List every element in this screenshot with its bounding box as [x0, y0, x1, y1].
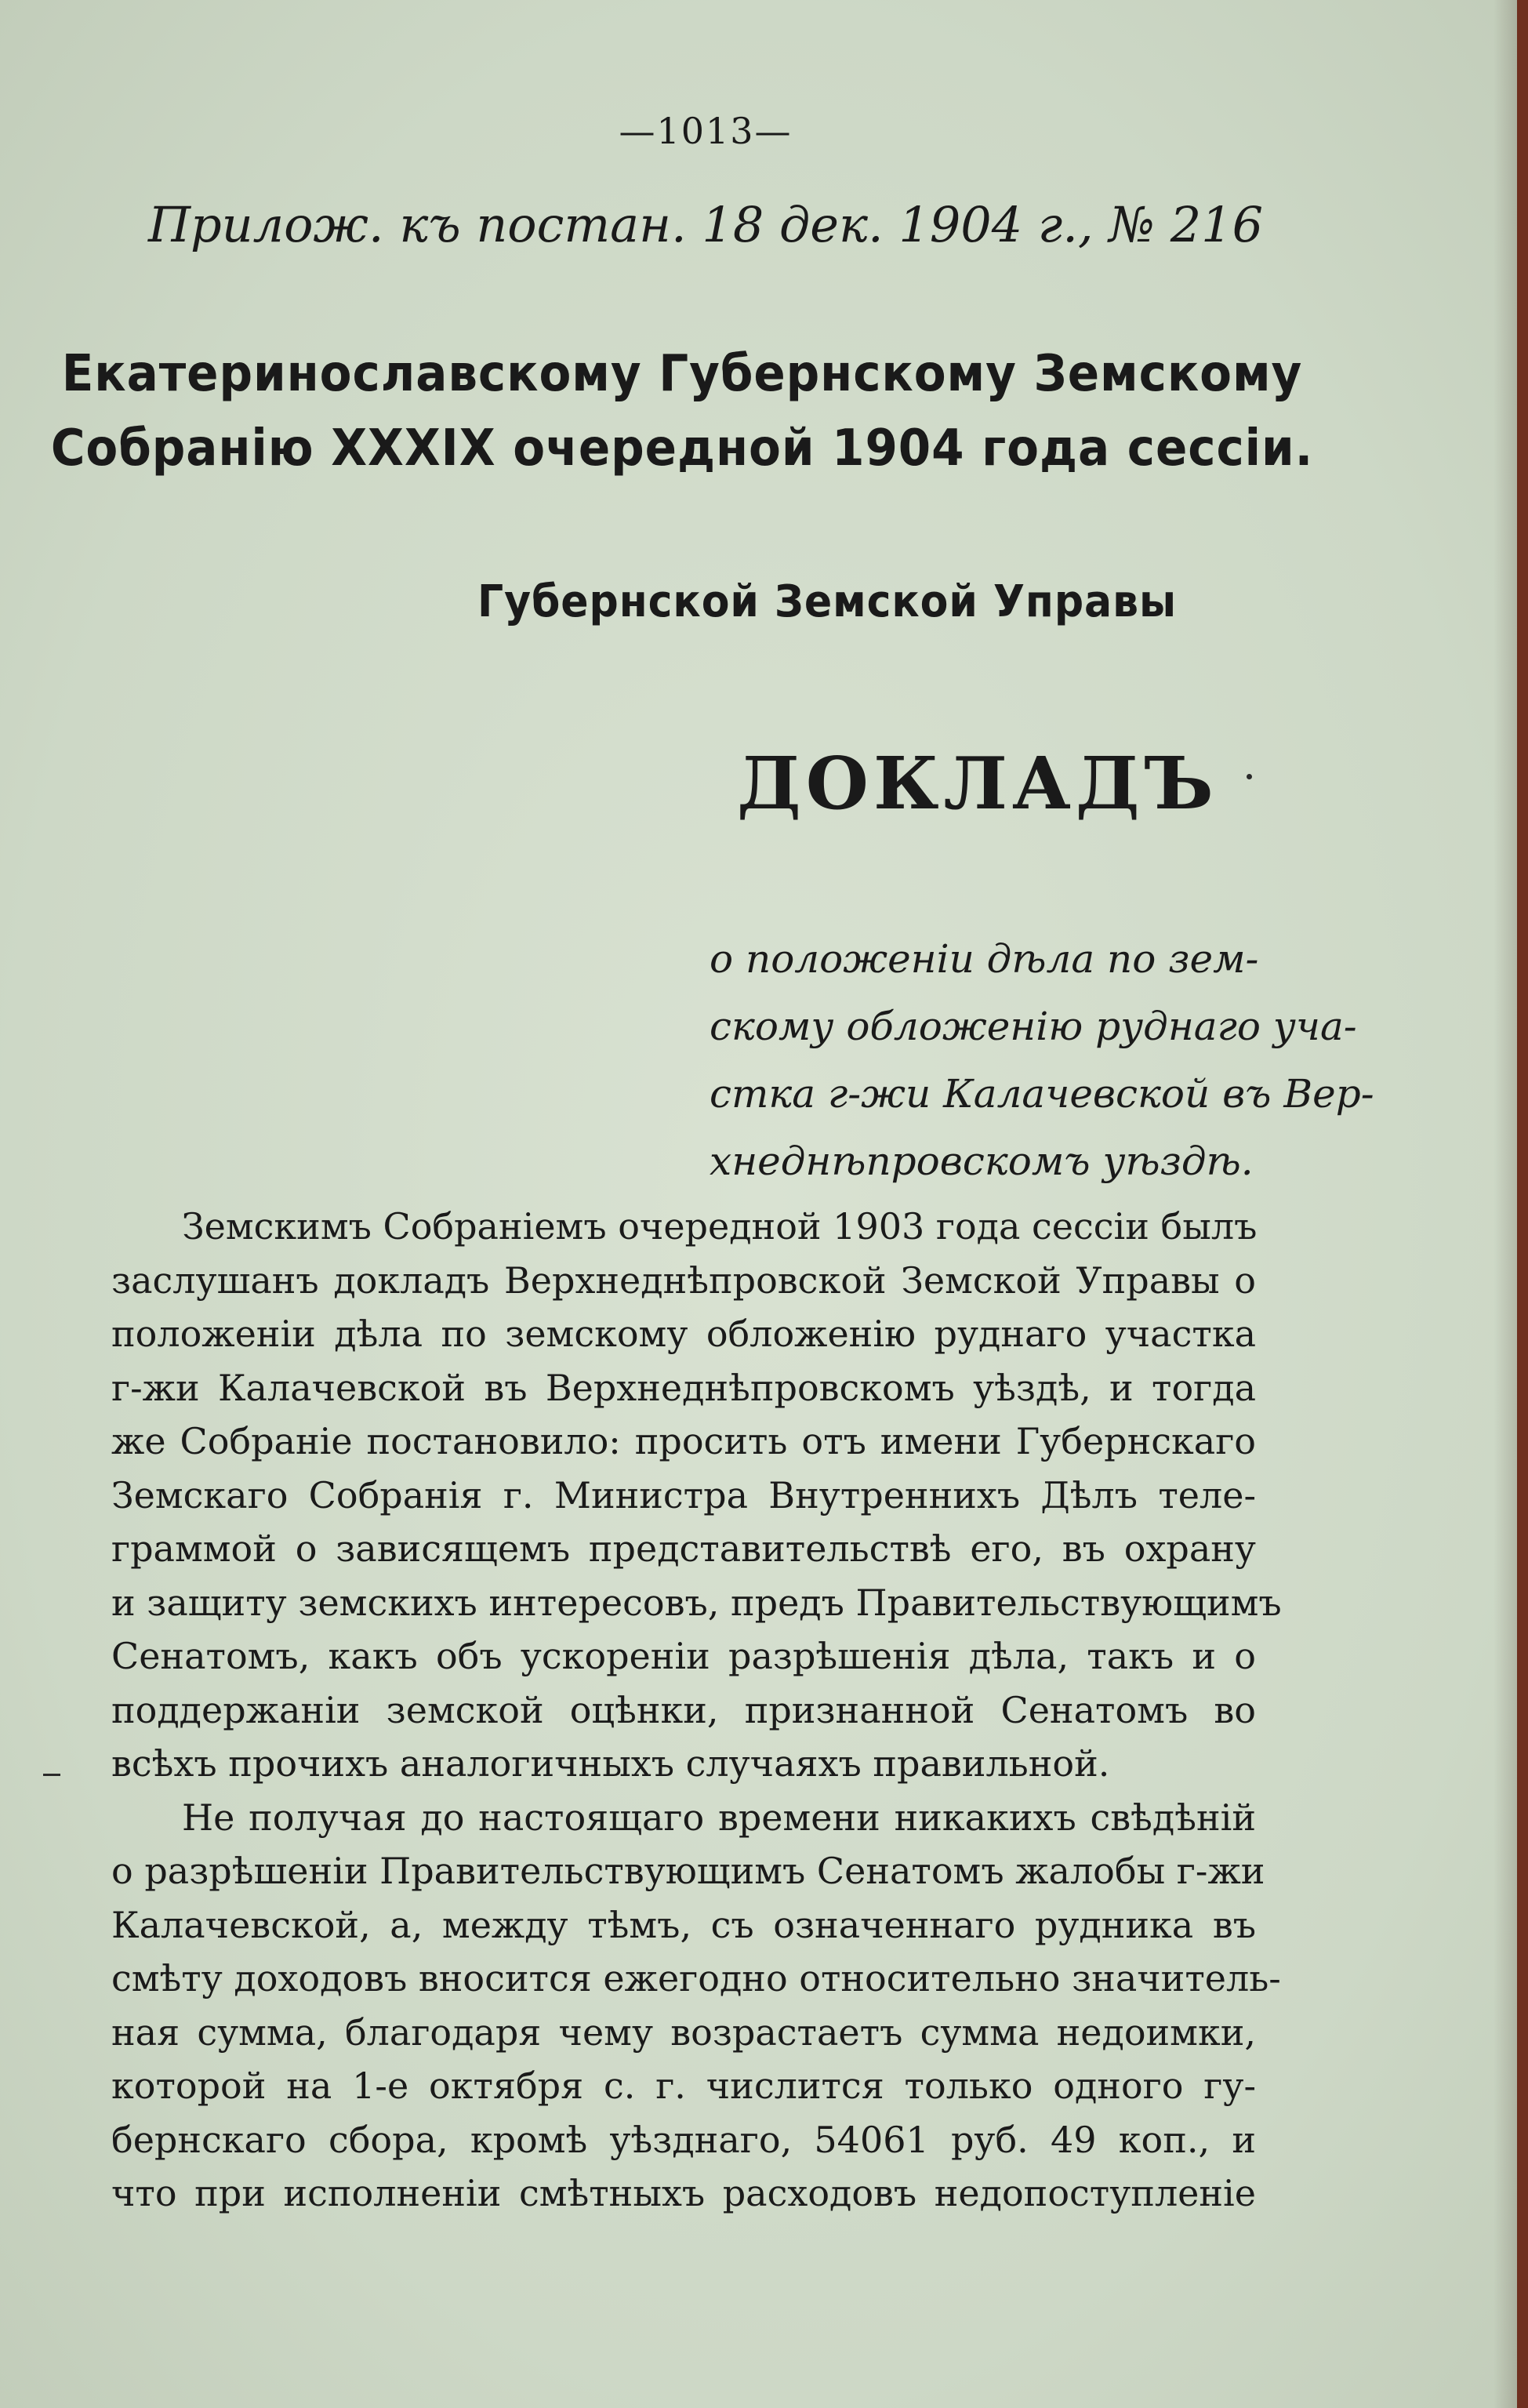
title-line-1: Екатеринославскому Губернскому Земскому [61, 345, 1303, 403]
body-line: положеніи дѣла по земскому обложенію руднаго участка [111, 1313, 1256, 1355]
title-line-3: Губернской Земской Управы [477, 576, 1178, 627]
body-line: ная сумма, благодаря чему возрастаетъ сумма недоимки, [111, 2010, 1256, 2054]
body-line: граммой о зависящемъ представительствѣ его, въ охрану [111, 1527, 1256, 1570]
page-number: —1013— [619, 110, 793, 152]
subject-line: о положеніи дѣла по зем- [710, 936, 1259, 982]
page-edge-shadow [1494, 0, 1517, 2408]
margin-mark [43, 1774, 60, 1776]
body-line: смѣту доходовъ вносится ежегодно относительно значитель- [111, 1957, 1281, 1999]
body-line: г-жи Калачевской въ Верхнеднѣпровскомъ уѣздѣ, и тогда [111, 1366, 1256, 1409]
body-line: же Собраніе постановило: просить отъ имени Губернскаго [111, 1420, 1256, 1462]
body-line: Калачевской, а, между тѣмъ, съ означеннаго рудника въ [111, 1903, 1256, 1946]
body-line: Не получая до настоящаго времени никакихъ свѣдѣній [182, 1796, 1256, 1839]
report-heading: ДОКЛАДЪ [737, 741, 1218, 826]
subject-line: скому обложенію руднаго уча- [710, 1004, 1357, 1049]
page-edge [1517, 0, 1528, 2408]
subject-line: хнеднѣпровскомъ уѣздѣ. [710, 1139, 1254, 1184]
body-line: поддержаніи земской оцѣнки, признанной Сенатомъ во [111, 1688, 1256, 1731]
print-speck [1247, 774, 1252, 779]
appendix-reference: Прилож. къ постан. 18 дек. 1904 г., № 216 [147, 196, 1264, 253]
body-line: и защиту земскихъ интересовъ, предъ Правительствующимъ [111, 1581, 1282, 1624]
body-line: Сенатомъ, какъ объ ускореніи разрѣшенія дѣла, такъ и о [111, 1635, 1256, 1677]
body-line: заслушанъ докладъ Верхнеднѣпровской Земской Управы о [111, 1258, 1256, 1302]
body-line: бернскаго сбора, кромѣ уѣзднаго, 54061 руб. 49 коп., и [111, 2118, 1256, 2161]
body-line: о разрѣшеніи Правительствующимъ Сенатомъ жалобы г-жи [111, 1850, 1265, 1892]
subject-line: стка г-жи Калачевской въ Вер- [710, 1071, 1374, 1117]
body-text [111, 1200, 1282, 2221]
report-subject [710, 925, 1374, 1195]
body-line: всѣхъ прочихъ аналогичныхъ случаяхъ правильной. [111, 1742, 1110, 1785]
body-line: Земскаго Собранія г. Министра Внутреннихъ Дѣлъ теле- [111, 1473, 1256, 1516]
body-line: что при исполненіи смѣтныхъ расходовъ недопоступленіе [111, 2172, 1256, 2214]
body-line: Земскимъ Собраніемъ очередной 1903 года сессіи былъ [182, 1205, 1258, 1248]
title-line-2: Собранію XXXIX очередной 1904 года сессіи. [50, 419, 1314, 478]
body-line: которой на 1-е октября с. г. числится только одного гу- [111, 2065, 1256, 2107]
